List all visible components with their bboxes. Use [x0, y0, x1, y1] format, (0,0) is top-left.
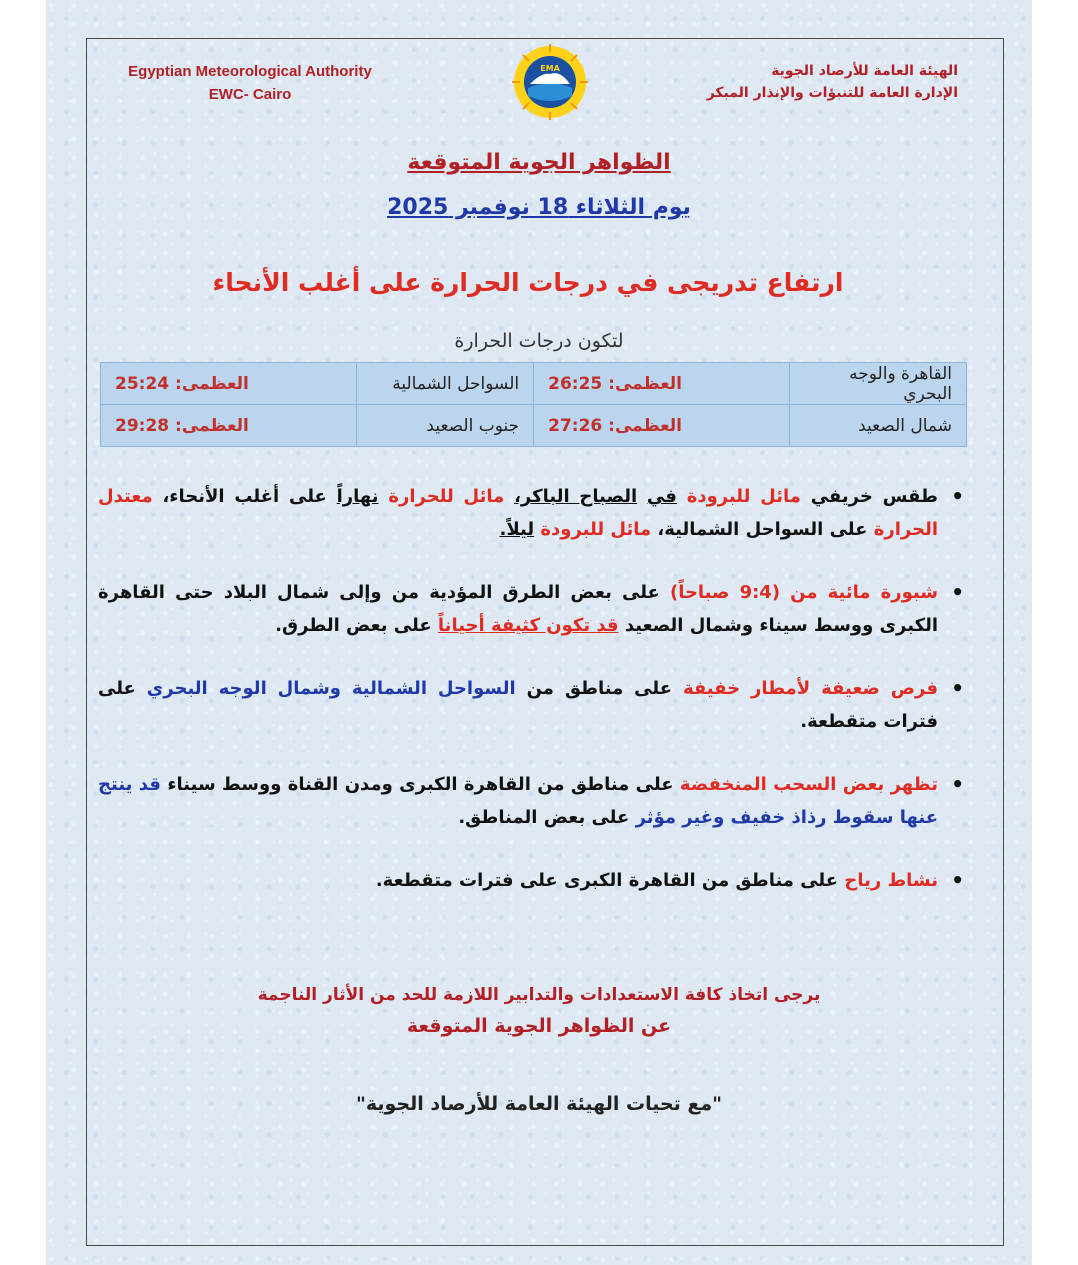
text-segment: على فترات متقطعة.: [98, 678, 938, 732]
ema-logo-icon: [512, 44, 588, 120]
header-ar-org: الهيئة العامة للأرصاد الجوية: [771, 63, 958, 79]
header-ar-dept: الإدارة العامة للتنبؤات والإنذار المبكر: [706, 85, 958, 101]
text-segment: على مناطق من القاهرة الكبرى ومدن القناة ووسط سيناء: [167, 774, 674, 795]
max-label: العظمى:: [608, 415, 682, 436]
header-english: [100, 60, 400, 106]
text-segment: على السواحل الشمالية،: [657, 519, 868, 540]
closing-greeting: "مع تحيات الهيئة العامة للأرصاد الجوية": [355, 1093, 723, 1115]
text-segment: تظهر بعض السحب المنخفضة: [679, 774, 938, 795]
list-item: [98, 576, 938, 642]
text-segment: فرص ضعيفة لأمطار خفيفة: [682, 678, 938, 699]
logo-text: EMA: [540, 64, 560, 73]
text-segment: السواحل الشمالية وشمال الوجه البحري: [146, 678, 516, 699]
max-label: العظمى:: [175, 415, 249, 436]
forecast-bullets: [98, 480, 938, 927]
max-value: 29:28: [115, 415, 170, 436]
max-label: العظمى:: [175, 373, 249, 394]
text-segment: شبورة مائية من (9:4 صباحاً): [669, 582, 938, 603]
text-segment: نشاط رياح: [844, 870, 938, 891]
text-segment: مائل للبرودة: [540, 519, 652, 540]
region-cell: جنوب الصعيد: [356, 405, 533, 447]
text-segment: على مناطق من: [526, 678, 673, 699]
value-cell: [534, 405, 790, 447]
max-value: 26:25: [548, 373, 603, 394]
max-value: 27:26: [548, 415, 603, 436]
text-segment: قد تكون كثيفة أحياناً: [437, 615, 619, 636]
value-cell: [101, 363, 357, 405]
region-cell: السواحل الشمالية: [356, 363, 533, 405]
text-segment: مائل للبرودة: [686, 486, 801, 507]
region-cell: القاهرة والوجه البحري: [789, 363, 966, 405]
text-segment: مائل للحرارة: [388, 486, 505, 507]
table-row: [101, 405, 967, 447]
page-title: الظواهر الجوية المتوقعة: [407, 150, 671, 175]
temperatures-table: [100, 362, 967, 447]
text-segment: ليلاً.: [499, 519, 535, 540]
list-item: [98, 768, 938, 834]
list-item: [98, 672, 938, 738]
list-item: [98, 864, 938, 897]
max-label: العظمى:: [608, 373, 682, 394]
value-cell: [101, 405, 357, 447]
text-segment: على مناطق من القاهرة الكبرى على فترات متقطعة.: [375, 870, 839, 891]
text-segment: في: [646, 486, 677, 507]
text-segment: نهاراً: [336, 486, 379, 507]
header-arabic: [658, 60, 958, 104]
value-cell: [534, 363, 790, 405]
headline: ارتفاع تدريجى في درجات الحرارة على أغلب الأنحاء: [212, 268, 844, 297]
text-segment: على بعض الطرق المؤدية من وإلى شمال البلاد حتى القاهرة الكبرى ووسط سيناء وشمال الصعيد: [98, 582, 938, 636]
text-segment: على بعض الطرق.: [275, 615, 432, 636]
text-segment: معتدل الحرارة: [98, 486, 938, 540]
forecast-date: يوم الثلاثاء 18 نوفمبر 2025: [387, 195, 691, 220]
table-row: [101, 363, 967, 405]
max-value: 25:24: [115, 373, 170, 394]
text-segment: الصباح الباكر،: [514, 486, 638, 507]
text-segment: طقس خريفي: [810, 486, 938, 507]
list-item: [98, 480, 938, 546]
header-en-center: EWC- Cairo: [208, 86, 292, 103]
text-segment: على بعض المناطق.: [458, 807, 630, 828]
text-segment: على أغلب الأنحاء،: [162, 486, 327, 507]
advisory-line-2: عن الظواهر الجوية المتوقعة: [406, 1015, 672, 1037]
header-en-org: Egyptian Meteorological Authority: [128, 63, 372, 80]
text-segment: قد ينتج عنها سقوط رذاذ خفيف وغير مؤثر: [98, 774, 938, 828]
region-cell: شمال الصعيد: [789, 405, 966, 447]
temperatures-title: لتكون درجات الحرارة: [454, 330, 624, 352]
advisory-line-1: يرجى اتخاذ كافة الاستعدادات والتدابير اللازمة للحد من الأثار الناجمة: [257, 985, 821, 1005]
